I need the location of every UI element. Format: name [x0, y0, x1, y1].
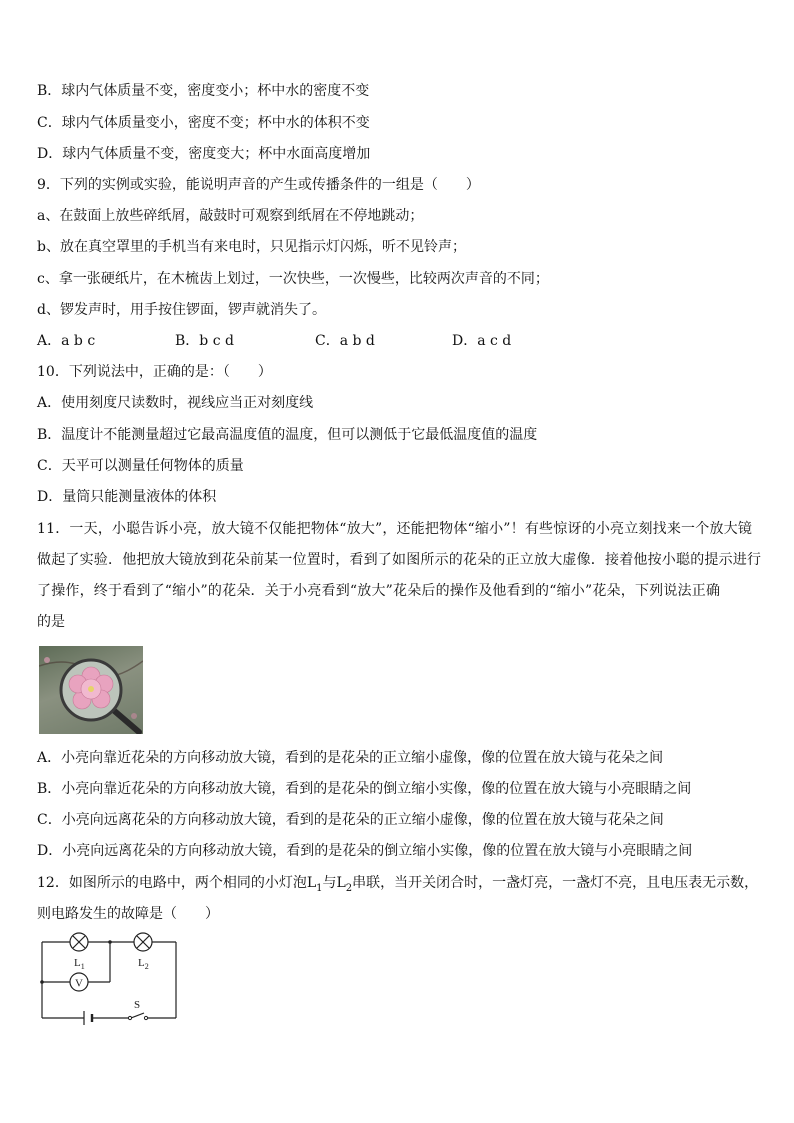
junction-dot [40, 980, 44, 984]
q9-option-b: B．b c d [175, 333, 234, 349]
junction-dot [108, 940, 112, 944]
battery-icon [84, 1011, 92, 1025]
q8-option-d: D．球内气体质量不变，密度变大；杯中水面高度增加 [37, 146, 371, 162]
q11-option-c: C．小亮向远离花朵的方向移动放大镜，看到的是花朵的正立缩小虚像，像的位置在放大镜与花朵之间 [37, 812, 664, 828]
magnifier-flower-photo [39, 646, 143, 734]
q9-option-a: A．a b c [37, 333, 96, 349]
q9-item-b: b、放在真空罩里的手机当有来电时，只见指示灯闪烁，听不见铃声； [37, 239, 466, 255]
q11-stem-line-3: 了操作，终于看到了“缩小”的花朵．关于小亮看到“放大”花朵后的操作及他看到的“缩小”花朵，下列说法正确 [37, 583, 721, 599]
q9-option-c: C．a b d [315, 333, 375, 349]
q9-item-a: a、在鼓面上放些碎纸屑，敲鼓时可观察到纸屑在不停地跳动； [37, 208, 424, 224]
q11-stem-line-1: 11．一天，小聪告诉小亮，放大镜不仅能把物体“放大”，还能把物体“缩小”！有些惊讶的小亮立刻找来一个放大镜 [37, 521, 753, 537]
lamp-l2-label: $L_2$ [138, 957, 149, 971]
q12-stem-middle: 与L [322, 875, 346, 891]
q10-option-c: C．天平可以测量任何物体的质量 [37, 458, 244, 474]
q11-option-a: A．小亮向靠近花朵的方向移动放大镜，看到的是花朵的正立缩小虚像，像的位置在放大镜与花朵之间 [37, 750, 664, 766]
q9-item-d: d、锣发声时，用手按住锣面，锣声就消失了。 [37, 302, 326, 318]
q10-option-a: A．使用刻度尺读数时，视线应当正对刻度线 [37, 395, 314, 411]
switch-icon [128, 1016, 147, 1019]
q12-stem-line-1 [37, 873, 758, 899]
switch-label: S [134, 999, 141, 1011]
q9-option-d: D．a c d [452, 333, 512, 349]
voltmeter-label: V [75, 977, 83, 990]
lamp-l1-label: $L_1$ [74, 957, 85, 971]
magnifier-illustration [39, 646, 143, 734]
q11-stem-line-2: 做起了实验．他把放大镜放到花朵前某一位置时，看到了如图所示的花朵的正立放大虚像．接着他按小聪的提示进行 [37, 552, 762, 568]
q12-stem-line-2: 则电路发生的故障是（ ） [37, 906, 219, 922]
lamp-l2-icon [134, 933, 152, 951]
q12-l1-subscript: 1 [316, 882, 323, 894]
lamp-l1-icon [70, 933, 88, 951]
q9-stem: 9．下列的实例或实验，能说明声音的产生或传播条件的一组是（ ） [37, 177, 480, 193]
q12-l2-subscript: 2 [345, 882, 353, 894]
q12-stem-prefix: 12．如图所示的电路中，两个相同的小灯泡L [37, 875, 317, 891]
q12-stem-suffix: 串联，当开关闭合时，一盏灯亮，一盏灯不亮，且电压表无示数， [352, 875, 759, 891]
q11-stem-line-4: 的是 [37, 614, 65, 630]
q8-option-c: C．球内气体质量变小，密度不变；杯中水的体积不变 [37, 115, 370, 131]
q11-option-d: D．小亮向远离花朵的方向移动放大镜，看到的是花朵的倒立缩小实像，像的位置在放大镜与小亮眼睛之间 [37, 843, 693, 859]
q10-option-b: B．温度计不能测量超过它最高温度值的温度，但可以测低于它最低温度值的温度 [37, 427, 538, 443]
q10-stem: 10．下列说法中，正确的是：（ ） [37, 364, 272, 380]
circuit-diagram [34, 930, 184, 1030]
q8-option-b: B．球内气体质量不变，密度变小；杯中水的密度不变 [37, 83, 370, 99]
q11-option-b: B．小亮向靠近花朵的方向移动放大镜，看到的是花朵的倒立缩小实像，像的位置在放大镜与小亮眼睛之间 [37, 781, 692, 797]
q10-option-d: D．量筒只能测量液体的体积 [37, 489, 217, 505]
q9-item-c: c、拿一张硬纸片，在木梳齿上划过，一次快些，一次慢些，比较两次声音的不同； [37, 271, 549, 287]
